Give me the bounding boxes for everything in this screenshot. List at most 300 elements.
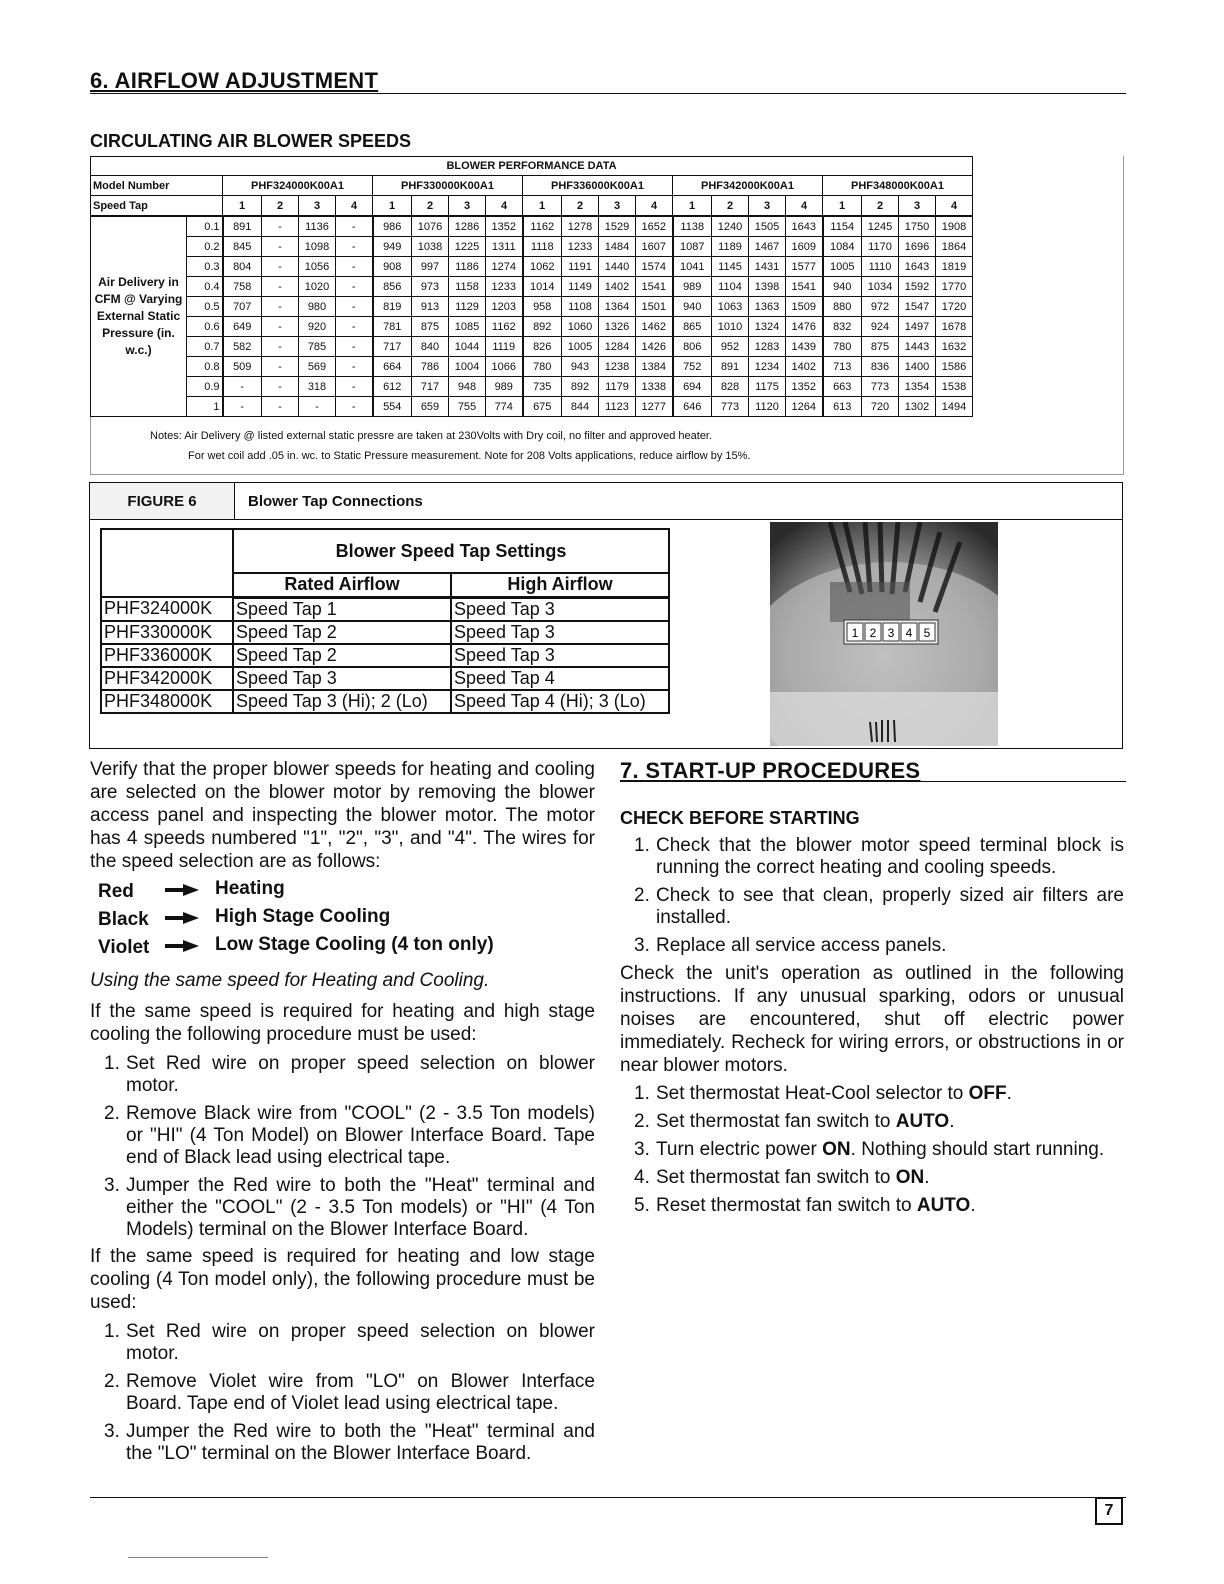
cfm-cell: 694 [673,377,712,397]
cfm-cell: 1400 [899,357,936,377]
cfm-cell: 880 [823,297,862,317]
high-stage-steps [90,1053,595,1247]
cfm-cell: 1354 [899,377,936,397]
static-pressure-cell: 0.6 [187,317,223,337]
table-row [91,317,973,337]
model-number-label: Model Number [91,176,223,196]
cfm-cell: 891 [712,357,749,377]
arrow-right-icon [165,884,201,896]
cfm-cell: 804 [223,257,262,277]
cfm-cell: 1062 [523,257,562,277]
cfm-cell: 1467 [749,237,786,257]
cfm-cell: 826 [523,337,562,357]
wire-black-label: Black [98,909,149,930]
cfm-cell: - [336,377,373,397]
cfm-cell: 1104 [712,277,749,297]
cfm-cell: 1005 [562,337,599,357]
cfm-cell: 1186 [449,257,486,277]
model-header: PHF342000K00A1 [673,176,823,196]
cfm-cell: 1154 [823,216,862,237]
cfm-cell: 845 [223,237,262,257]
cfm-cell: - [262,357,299,377]
cfm-cell: 1010 [712,317,749,337]
cfm-cell: 980 [299,297,336,317]
cfm-cell: 1538 [936,377,973,397]
cfm-cell: 1426 [636,337,673,357]
tap-row [101,621,669,644]
operation-paragraph: Check the unit's operation as outlined in the following instructions. If any unusual sparking, odors or unusual noises are encountered, shut off electric power immediately. Recheck for wiring errors, or obstructions in or near blower motors. [620,963,1124,1076]
cfm-cell: 1311 [486,237,523,257]
cfm-cell: 1175 [749,377,786,397]
speed-tap-header: 1 [373,196,412,217]
cfm-cell: 891 [223,216,262,237]
table-row [91,357,973,377]
tap-model: PHF342000K [101,667,233,690]
cfm-cell: 1277 [636,397,673,417]
cfm-cell: - [336,397,373,417]
cfm-cell: 1038 [412,237,449,257]
speed-tap-header: 2 [862,196,899,217]
cfm-cell: 1020 [299,277,336,297]
cfm-cell: 773 [862,377,899,397]
cfm-cell: 989 [486,377,523,397]
cfm-cell: 720 [862,397,899,417]
cfm-cell: 1384 [636,357,673,377]
speed-tap-header: 4 [336,196,373,217]
cfm-cell: 1063 [712,297,749,317]
speed-tap-header: 1 [823,196,862,217]
cfm-cell: 1179 [599,377,636,397]
model-header: PHF330000K00A1 [373,176,523,196]
cfm-cell: 612 [373,377,412,397]
cfm-cell: 1286 [449,216,486,237]
cfm-cell: 875 [412,317,449,337]
wire-red-use: Heating [215,878,285,899]
cfm-cell: - [336,277,373,297]
cfm-cell: 1652 [636,216,673,237]
tap-model: PHF324000K [101,597,233,621]
cfm-cell: 582 [223,337,262,357]
cfm-cell: 1145 [712,257,749,277]
table-row [91,397,973,417]
cfm-cell: 1225 [449,237,486,257]
tap-rated: Speed Tap 1 [233,597,451,621]
cfm-cell: 1238 [599,357,636,377]
list-item: 3. Turn electric power ON. Nothing should start running. [634,1139,1105,1160]
static-pressure-cell: 0.9 [187,377,223,397]
cfm-cell: 1443 [899,337,936,357]
cfm-cell: - [336,237,373,257]
rated-airflow-header: Rated Airflow [233,573,451,597]
section-7-rule [620,781,1126,782]
cfm-cell: 1302 [899,397,936,417]
table-row [91,277,973,297]
cfm-cell: 1364 [599,297,636,317]
tap-model: PHF330000K [101,621,233,644]
table-row [91,377,973,397]
cfm-cell: 509 [223,357,262,377]
cfm-cell: 1034 [862,277,899,297]
cfm-cell: 949 [373,237,412,257]
speed-tap-header: 3 [749,196,786,217]
cfm-cell: 940 [823,277,862,297]
footer-rule [90,1497,1126,1498]
cfm-cell: 1324 [749,317,786,337]
cfm-cell: 1402 [786,357,823,377]
list-item: 3. Jumper the Red wire to both the "Heat" terminal and either the "COOL" (2 - 3.5 Ton models) or "HI" (4 Ton Models) terminal on the Blower Interface Board. [104,1175,595,1240]
table-note-2: For wet coil add .05 in. wc. to Static Pressure measurement. Note for 208 Volts applications, reduce airflow by 15%. [188,450,751,462]
cfm-cell: 908 [373,257,412,277]
figure-6-title: Blower Tap Connections [248,492,423,510]
cfm-cell: 707 [223,297,262,317]
cfm-cell: 1609 [786,237,823,257]
cfm-cell: 1234 [749,357,786,377]
cfm-cell: 806 [673,337,712,357]
low-stage-steps [90,1321,595,1471]
speed-tap-header: 1 [673,196,712,217]
table-row [91,297,973,317]
tap-high: Speed Tap 3 [451,621,669,644]
cfm-cell: 1076 [412,216,449,237]
cfm-cell: 1170 [862,237,899,257]
list-item: 2. Set thermostat fan switch to AUTO. [634,1111,955,1132]
cfm-cell: 1607 [636,237,673,257]
footer-link-line [128,1557,268,1558]
cfm-cell: 1541 [786,277,823,297]
cfm-cell: - [262,317,299,337]
blower-motor-photo [770,522,998,746]
figure-6-label: FIGURE 6 [90,483,235,519]
cfm-cell: 1643 [786,216,823,237]
cfm-cell: 1431 [749,257,786,277]
speed-tap-header: 1 [523,196,562,217]
table-row [91,337,973,357]
static-pressure-cell: 0.2 [187,237,223,257]
static-pressure-cell: 0.1 [187,216,223,237]
terminal-number: 1 [851,626,859,640]
cfm-cell: 1643 [899,257,936,277]
cfm-cell: 1440 [599,257,636,277]
speed-tap-header: 4 [936,196,973,217]
tap-rated: Speed Tap 3 [233,667,451,690]
blower-table-caption: BLOWER PERFORMANCE DATA [91,157,973,176]
cfm-cell: 1338 [636,377,673,397]
wire-violet-label: Violet [98,937,150,958]
cfm-cell: 1864 [936,237,973,257]
speed-tap-label: Speed Tap [91,196,223,217]
cfm-cell: 1158 [449,277,486,297]
cfm-cell: 892 [523,317,562,337]
cfm-cell: 1056 [299,257,336,277]
cfm-cell: 1484 [599,237,636,257]
cfm-cell: 865 [673,317,712,337]
cfm-cell: 989 [673,277,712,297]
cfm-cell: 828 [712,377,749,397]
cfm-cell: 924 [862,317,899,337]
cfm-cell: 1233 [562,237,599,257]
cfm-cell: 836 [862,357,899,377]
cfm-cell: 832 [823,317,862,337]
tap-settings-title: Blower Speed Tap Settings [233,529,669,573]
tap-row [101,597,669,621]
cfm-cell: 1108 [562,297,599,317]
cfm-cell: 569 [299,357,336,377]
terminal-number: 5 [923,626,931,640]
cfm-cell: 940 [673,297,712,317]
cfm-cell: 1264 [786,397,823,417]
cfm-cell: 781 [373,317,412,337]
section-6-subtitle: CIRCULATING AIR BLOWER SPEEDS [90,131,412,151]
cfm-cell: 649 [223,317,262,337]
cfm-cell: 1120 [749,397,786,417]
cfm-cell: 1245 [862,216,899,237]
same-speed-heading: Using the same speed for Heating and Cooling. [90,970,490,991]
check-before-starting-heading: CHECK BEFORE STARTING [620,808,860,828]
table-row [91,237,973,257]
wire-red-label: Red [98,881,134,902]
low-stage-intro: If the same speed is required for heating and low stage cooling (4 Ton model only), the following procedure must be used: [90,1246,595,1313]
cfm-cell: 1191 [562,257,599,277]
cfm-cell: 1326 [599,317,636,337]
cfm-cell: 774 [486,397,523,417]
cfm-cell: 758 [223,277,262,297]
cfm-cell: 1129 [449,297,486,317]
cfm-cell: 1509 [786,297,823,317]
cfm-cell: 1087 [673,237,712,257]
cfm-cell: 997 [412,257,449,277]
list-item: 1. Set thermostat Heat-Cool selector to OFF. [634,1083,1012,1104]
cfm-cell: - [223,397,262,417]
cfm-cell: 840 [412,337,449,357]
cfm-cell: - [336,357,373,377]
cfm-cell: 1577 [786,257,823,277]
cfm-cell: 613 [823,397,862,417]
blank-corner-cell [101,529,233,597]
cfm-cell: 1098 [299,237,336,257]
section-6-title: 6. AIRFLOW ADJUSTMENT [90,68,379,93]
tap-high: Speed Tap 3 [451,644,669,667]
cfm-cell: 973 [412,277,449,297]
cfm-cell: 943 [562,357,599,377]
cfm-cell: 1398 [749,277,786,297]
list-item: 1. Set Red wire on proper speed selection on blower motor. [104,1321,595,1364]
cfm-cell: 892 [562,377,599,397]
cfm-cell: 1278 [562,216,599,237]
cfm-cell: 664 [373,357,412,377]
cfm-cell: 1203 [486,297,523,317]
speed-tap-header: 3 [899,196,936,217]
cfm-cell: - [262,397,299,417]
air-delivery-label: Air Delivery in CFM @ Varying External Static Pressure (in. w.c.) [91,216,187,417]
intro-paragraph: Verify that the proper blower speeds for heating and cooling are selected on the blower motor by removing the blower access panel and inspecting the blower motor. The motor has 4 speeds numbered "1", "2", "3", and "4". The wires for the speed selection are as follows: [90,759,595,872]
cfm-cell: 1240 [712,216,749,237]
cfm-cell: 735 [523,377,562,397]
table-row [91,257,973,277]
cfm-cell: 1123 [599,397,636,417]
terminal-number: 3 [887,626,895,640]
speed-tap-settings-table [100,528,670,714]
cfm-cell: 952 [712,337,749,357]
speed-tap-header: 2 [712,196,749,217]
cfm-cell: - [336,216,373,237]
cfm-cell: 1352 [486,216,523,237]
cfm-cell: 1632 [936,337,973,357]
cfm-cell: - [262,257,299,277]
tap-rated: Speed Tap 2 [233,621,451,644]
tap-row [101,644,669,667]
cfm-cell: 785 [299,337,336,357]
cfm-cell: 1541 [636,277,673,297]
tap-row [101,690,669,713]
check-list [620,835,1124,963]
tap-high: Speed Tap 4 [451,667,669,690]
cfm-cell: 972 [862,297,899,317]
cfm-cell: 1750 [899,216,936,237]
startup-steps [620,1083,1124,1223]
terminal-number: 2 [869,626,877,640]
cfm-cell: 1439 [786,337,823,357]
cfm-cell: 1138 [673,216,712,237]
static-pressure-cell: 0.3 [187,257,223,277]
cfm-cell: 1274 [486,257,523,277]
cfm-cell: 1494 [936,397,973,417]
cfm-cell: 675 [523,397,562,417]
tap-high: Speed Tap 4 (Hi); 3 (Lo) [451,690,669,713]
speed-tap-header: 2 [562,196,599,217]
cfm-cell: 1696 [899,237,936,257]
static-pressure-cell: 0.8 [187,357,223,377]
cfm-cell: 786 [412,357,449,377]
cfm-cell: 646 [673,397,712,417]
cfm-cell: 1574 [636,257,673,277]
cfm-cell: - [223,377,262,397]
figure-6-separator [90,519,1122,520]
cfm-cell: 1592 [899,277,936,297]
cfm-cell: 1233 [486,277,523,297]
static-pressure-cell: 1 [187,397,223,417]
list-item: 1. Set Red wire on proper speed selection on blower motor. [104,1053,595,1096]
model-header: PHF348000K00A1 [823,176,973,196]
speed-tap-header: 3 [299,196,336,217]
cfm-cell: 717 [412,377,449,397]
cfm-cell: 1462 [636,317,673,337]
model-header: PHF324000K00A1 [223,176,373,196]
cfm-cell: 1084 [823,237,862,257]
speed-tap-header: 3 [449,196,486,217]
table-row [91,216,973,237]
cfm-cell: 1547 [899,297,936,317]
tap-rated: Speed Tap 2 [233,644,451,667]
cfm-cell: 713 [823,357,862,377]
cfm-cell: 318 [299,377,336,397]
cfm-cell: - [262,297,299,317]
cfm-cell: 1136 [299,216,336,237]
cfm-cell: - [262,237,299,257]
cfm-cell: 1189 [712,237,749,257]
cfm-cell: 1678 [936,317,973,337]
cfm-cell: 986 [373,216,412,237]
cfm-cell: 1118 [523,237,562,257]
page-number: 7 [1095,1497,1123,1525]
cfm-cell: 856 [373,277,412,297]
cfm-cell: 1497 [899,317,936,337]
cfm-cell: 1044 [449,337,486,357]
cfm-cell: 1770 [936,277,973,297]
list-item: 3. Replace all service access panels. [634,935,947,956]
tap-row [101,667,669,690]
cfm-cell: 1149 [562,277,599,297]
speed-tap-header: 4 [786,196,823,217]
list-item: 1. Check that the blower motor speed terminal block is running the correct heating and cooling speeds. [634,835,1124,878]
cfm-cell: 1004 [449,357,486,377]
cfm-cell: 1586 [936,357,973,377]
cfm-cell: 1041 [673,257,712,277]
cfm-cell: 819 [373,297,412,317]
cfm-cell: 659 [412,397,449,417]
cfm-cell: - [262,216,299,237]
cfm-cell: - [299,397,336,417]
speed-tap-header: 4 [486,196,523,217]
cfm-cell: 958 [523,297,562,317]
cfm-cell: - [262,337,299,357]
cfm-cell: 1908 [936,216,973,237]
cfm-cell: - [336,297,373,317]
tap-model: PHF336000K [101,644,233,667]
cfm-cell: 844 [562,397,599,417]
high-airflow-header: High Airflow [451,573,669,597]
cfm-cell: 1110 [862,257,899,277]
speed-tap-header: 2 [262,196,299,217]
tap-model: PHF348000K [101,690,233,713]
speed-tap-header: 4 [636,196,673,217]
cfm-cell: 780 [823,337,862,357]
cfm-cell: 948 [449,377,486,397]
cfm-cell: - [262,377,299,397]
cfm-cell: 1085 [449,317,486,337]
cfm-cell: 1505 [749,216,786,237]
speed-tap-header: 1 [223,196,262,217]
cfm-cell: 1284 [599,337,636,357]
cfm-cell: 1060 [562,317,599,337]
speed-tap-header: 3 [599,196,636,217]
cfm-cell: 1402 [599,277,636,297]
cfm-cell: - [336,317,373,337]
cfm-cell: 920 [299,317,336,337]
speed-tap-header: 2 [412,196,449,217]
cfm-cell: 780 [523,357,562,377]
list-item: 2. Check to see that clean, properly sized air filters are installed. [634,885,1124,928]
list-item: 4. Set thermostat fan switch to ON. [634,1167,930,1188]
arrow-right-icon [165,912,201,924]
terminal-number: 4 [905,626,913,640]
cfm-cell: 1066 [486,357,523,377]
list-item: 2. Remove Black wire from "COOL" (2 - 3.5 Ton models) or "HI" (4 Ton Model) on Blower Interface Board. Tape end of Black lead using electrical tape. [104,1103,595,1168]
title-rule [90,93,1126,94]
cfm-cell: 752 [673,357,712,377]
blower-performance-table [90,156,973,417]
high-stage-intro: If the same speed is required for heating and high stage cooling the following procedure must be used: [90,1001,595,1045]
cfm-cell: 1501 [636,297,673,317]
static-pressure-cell: 0.7 [187,337,223,357]
cfm-cell: 1352 [786,377,823,397]
terminal-block [844,620,938,644]
cfm-cell: - [336,257,373,277]
cfm-cell: 1005 [823,257,862,277]
static-pressure-cell: 0.5 [187,297,223,317]
cfm-cell: 717 [373,337,412,357]
cfm-cell: 1283 [749,337,786,357]
cfm-cell: 1476 [786,317,823,337]
